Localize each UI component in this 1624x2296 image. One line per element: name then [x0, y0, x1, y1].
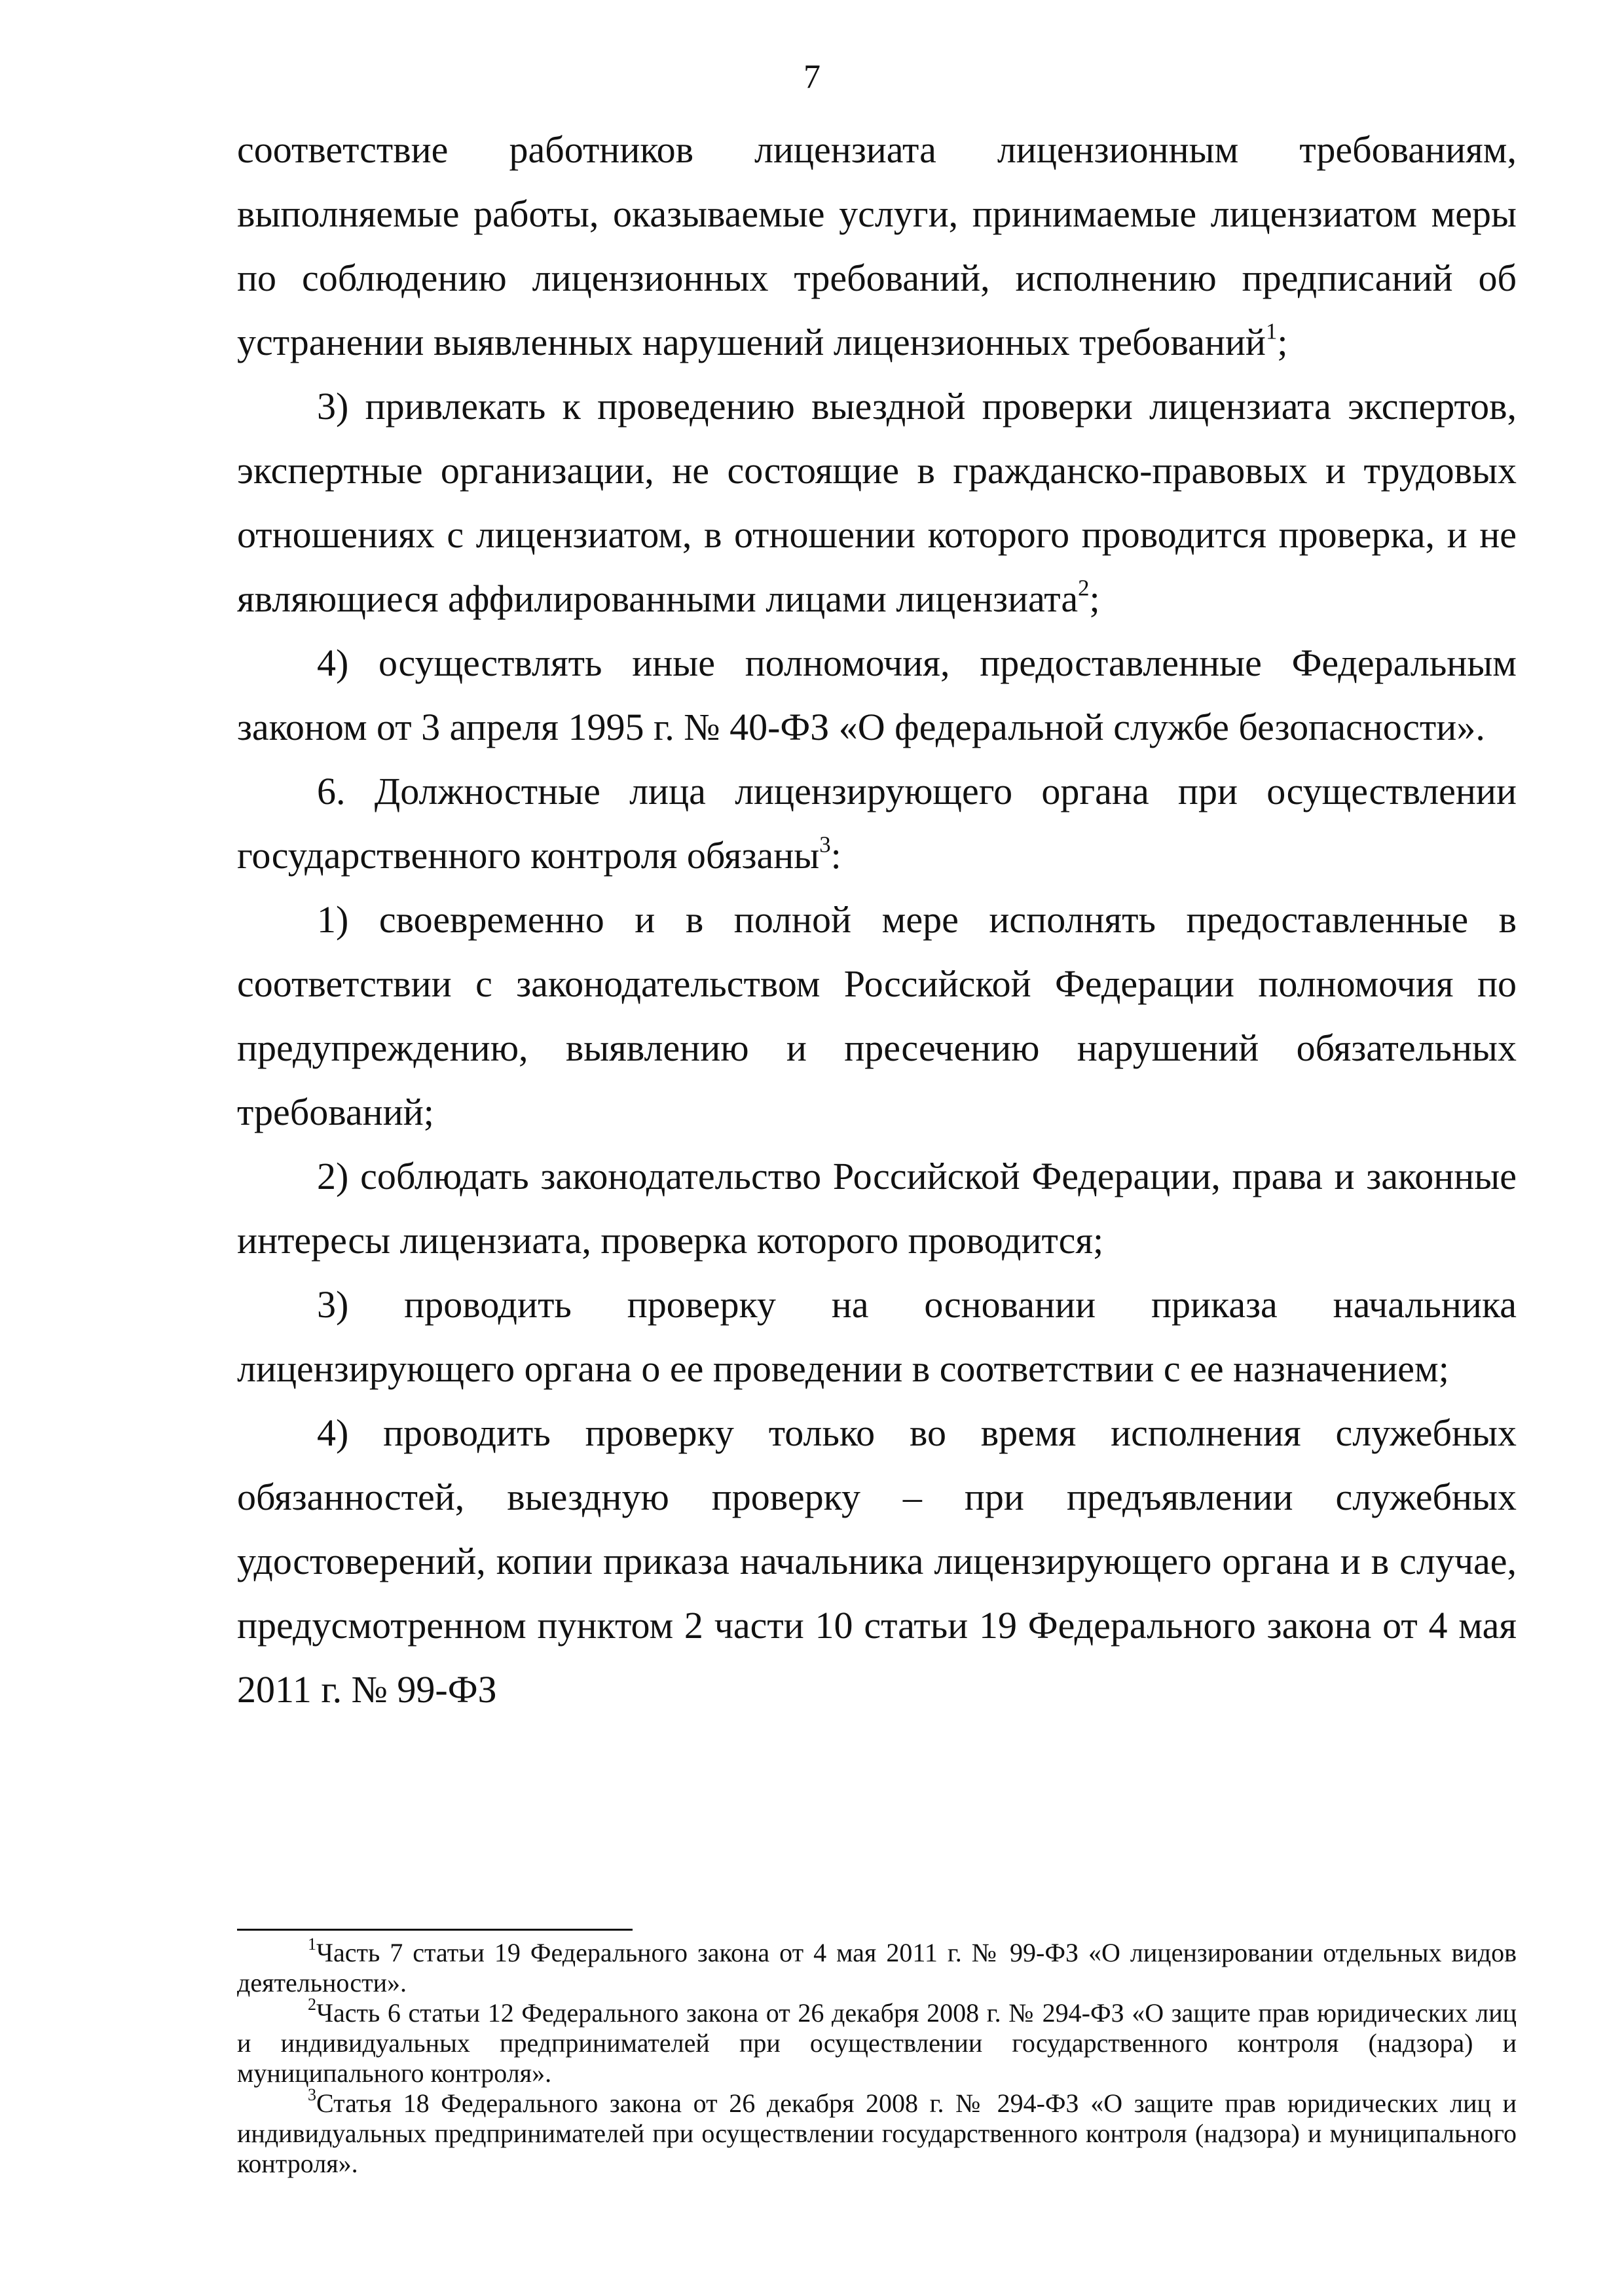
footnote: $^2$Часть 6 статьи 12 Федерального закона от 26 декабря 2008 г. № 294-ФЗ «О защите прав юридических лиц и индивидуальных предпринимателей при осуществлении государственного контроля (надзора) и муниципального контроля».	[237, 1994, 1517, 2088]
footnotes	[237, 1934, 1517, 2179]
footnote-mark: 3	[308, 2085, 316, 2104]
page-number: 7	[803, 58, 821, 96]
paragraph: 4) осуществлять иные полномочия, предоставленные Федеральным законом от 3 апреля 1995 г. № 40-ФЗ «О федеральной службе безопасности».	[237, 642, 1517, 748]
footnote-mark: 1	[308, 1934, 316, 1954]
footnote: $^3$Статья 18 Федерального закона от 26 декабря 2008 г. № 294-ФЗ «О защите прав юридических лиц и индивидуальных предпринимателей при осуществлении государственного контроля (надзора) и муниципального контроля».	[237, 2085, 1517, 2178]
footnote: $^1$Часть 7 статьи 19 Федерального закона от 4 мая 2011 г. № 99-ФЗ «О лицензировании отдельных видов деятельности».	[237, 1934, 1517, 1997]
paragraph: 4) проводить проверку только во время исполнения служебных обязанностей, выездную проверку – при предъявлении служебных удостоверений, копии приказа начальника лицензирующего органа и в случае, предусмотренном пунктом 2 части 10 статьи 19 Федерального закона от 4 мая 2011 г. № 99-ФЗ	[237, 1412, 1517, 1711]
paragraph: 1) своевременно и в полной мере исполнять предоставленные в соответствии с законодательством Российской Федерации полномочия по предупреждению, выявлению и пресечению нарушений обязательных требований;	[237, 898, 1517, 1133]
paragraph: 3) проводить проверку на основании приказа начальника лицензирующего органа о ее проведении в соответствии с ее назначением;	[237, 1283, 1517, 1390]
paragraph: соответствие работников лицензиата лицензионным требованиям, выполняемые работы, оказываемые услуги, принимаемые лицензиатом меры по соблюдению лицензионных требований, исполнению предписаний об устранении выявленных нарушений лицензионных требований$^1$;	[237, 128, 1517, 363]
paragraph: 2) соблюдать законодательство Российской Федерации, права и законные интересы лицензиата, проверка которого проводится;	[237, 1155, 1517, 1262]
footnote-ref: 2	[1078, 575, 1090, 601]
footnote-separator	[237, 1929, 633, 1931]
paragraph: 6. Должностные лица лицензирующего органа при осуществлении государственного контроля обязаны$^3$:	[237, 770, 1517, 877]
paragraph: 3) привлекать к проведению выездной проверки лицензиата экспертов, экспертные организации, не состоящие в гражданско-правовых и трудовых отношениях с лицензиатом, в отношении которого проводится проверка, и не являющиеся аффилированными лицами лицензиата$^2$;	[237, 385, 1517, 620]
body-text	[237, 118, 1517, 1722]
footnote-mark: 2	[308, 1994, 316, 2014]
footnote-ref: 1	[1265, 318, 1278, 344]
footnote-ref: 3	[819, 831, 831, 858]
